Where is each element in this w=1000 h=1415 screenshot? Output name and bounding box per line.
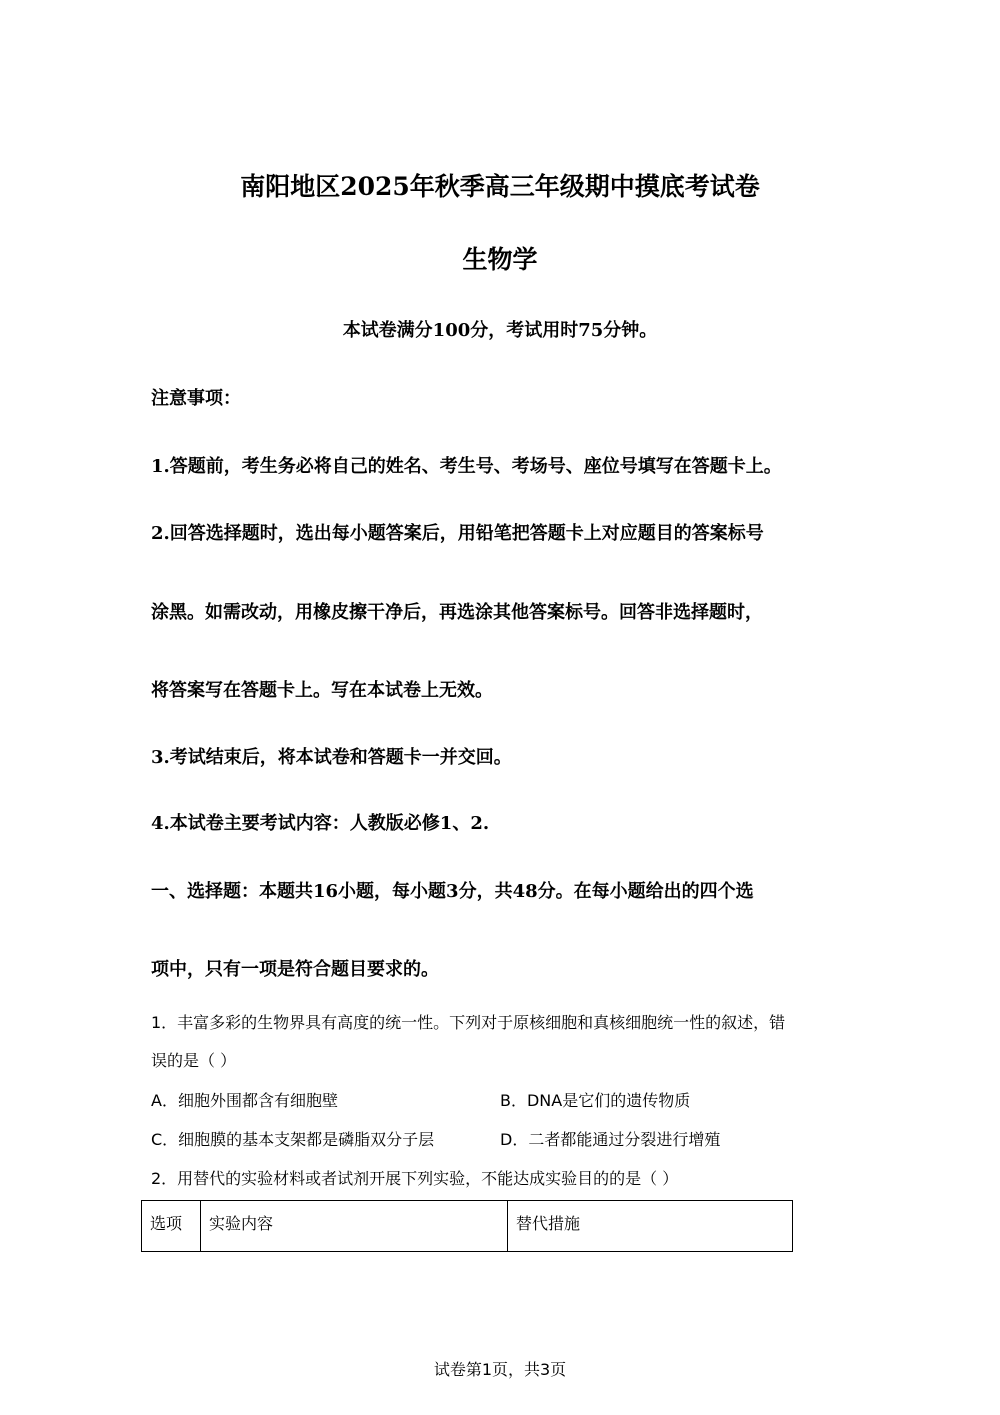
question-1-stem-line-2: 误的是（ ） xyxy=(151,1051,237,1070)
notice-item-1: 1.答题前，考生务必将自己的姓名、考生号、考场号、座位号填写在答题卡上。 xyxy=(151,456,782,477)
question-1-stem-line-1: 1．丰富多彩的生物界具有高度的统一性。下列对于原核细胞和真核细胞统一性的叙述，错 xyxy=(151,1013,786,1032)
notice-item-4: 4.本试卷主要考试内容：人教版必修1、2. xyxy=(151,813,490,834)
notice-item-3: 3.考试结束后，将本试卷和答题卡一并交回。 xyxy=(151,747,512,768)
question-1-option-d: D．二者都能通过分裂进行增殖 xyxy=(500,1130,721,1149)
section-heading-line-1: 一、选择题：本题共16小题，每小题3分，共48分。在每小题给出的四个选 xyxy=(151,881,754,902)
section-heading-line-2: 项中，只有一项是符合题目要求的。 xyxy=(151,959,439,980)
question-2-stem: 2．用替代的实验材料或者试剂开展下列实验，不能达成实验目的的是（ ） xyxy=(151,1169,679,1188)
notice-item-2-line-2: 涂黑。如需改动，用橡皮擦干净后，再选涂其他答案标号。回答非选择题时， xyxy=(151,602,763,623)
notice-heading: 注意事项： xyxy=(151,388,241,409)
table-header-option: 选项 xyxy=(142,1201,201,1252)
exam-info: 本试卷满分100分，考试用时75分钟。 xyxy=(342,320,658,341)
question-1-option-b: B．DNA是它们的遗传物质 xyxy=(500,1091,691,1110)
notice-item-2-line-1: 2.回答选择题时，选出每小题答案后，用铅笔把答题卡上对应题目的答案标号 xyxy=(151,523,764,544)
table-header-measure: 替代措施 xyxy=(508,1201,793,1252)
question-2-table xyxy=(141,1200,793,1252)
table-header-content: 实验内容 xyxy=(201,1201,508,1252)
page-footer: 试卷第1页，共3页 xyxy=(433,1360,567,1379)
question-1-option-a: A．细胞外围都含有细胞壁 xyxy=(151,1091,338,1110)
notice-item-2-line-3: 将答案写在答题卡上。写在本试卷上无效。 xyxy=(151,680,493,701)
exam-title: 南阳地区2025年秋季高三年级期中摸底考试卷 xyxy=(240,172,760,201)
table-row xyxy=(142,1201,793,1252)
subject-title: 生物学 xyxy=(462,245,538,274)
question-1-option-c: C．细胞膜的基本支架都是磷脂双分子层 xyxy=(151,1130,435,1149)
